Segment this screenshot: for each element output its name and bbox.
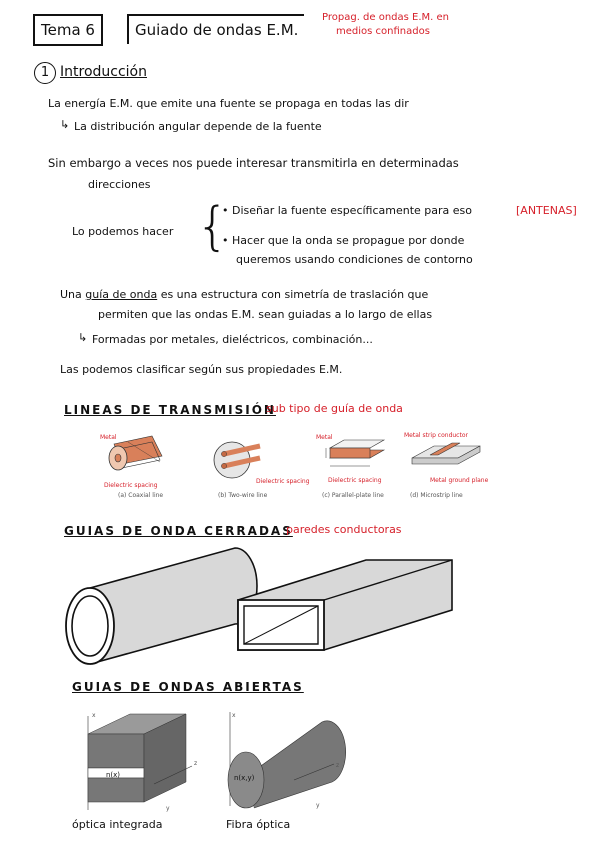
integrated-index-label: n(x) bbox=[106, 771, 121, 779]
fiber-axis-x: x bbox=[232, 712, 236, 719]
cerradas-note: paredes conductoras bbox=[286, 523, 402, 536]
abiertas-heading: GUIAS DE ONDAS ABIERTAS bbox=[72, 680, 304, 694]
microstrip-figure bbox=[408, 436, 488, 481]
coaxial-label-top: Metal bbox=[100, 434, 117, 441]
intro-p2a: Sin embargo a veces nos puede interesar transmitirla en determinadas bbox=[48, 156, 459, 170]
antenas-tag: [ANTENAS] bbox=[516, 204, 577, 217]
tema-label: Tema 6 bbox=[41, 21, 95, 39]
intro-opt2a: • Hacer que la onda se propague por donde bbox=[222, 234, 465, 247]
tema-box bbox=[33, 14, 103, 46]
section-number bbox=[34, 62, 56, 84]
parallel-plate-label-top: Metal bbox=[316, 434, 333, 441]
title-box bbox=[127, 14, 304, 44]
fiber-axis-y: y bbox=[316, 802, 320, 809]
parallel-plate-label-bottom: Dielectric spacing bbox=[328, 477, 382, 484]
intro-opt2b: queremos usando condiciones de contorno bbox=[236, 253, 473, 266]
coaxial-label-bottom: Dielectric spacing bbox=[104, 482, 158, 489]
cerradas-heading: GUIAS DE ONDA CERRADAS bbox=[64, 524, 293, 538]
intro-p3a bbox=[60, 288, 428, 301]
integrated-optics-caption: óptica integrada bbox=[72, 818, 163, 831]
intro-p1: La energía E.M. que emite una fuente se propaga en todas las dir bbox=[48, 97, 409, 110]
fiber-axis-z: z bbox=[336, 762, 340, 769]
intro-p3a-post: es una estructura con simetría de traslación que bbox=[160, 288, 429, 301]
optical-fiber-caption: Fibra óptica bbox=[226, 818, 291, 831]
microstrip-label-top: Metal strip conductor bbox=[404, 432, 468, 439]
section-number-text: 1 bbox=[40, 65, 50, 80]
microstrip-caption: (d) Microstrip line bbox=[410, 492, 463, 499]
arrow-icon: ↳ bbox=[60, 118, 70, 131]
coaxial-line-figure bbox=[100, 434, 170, 484]
intro-p2b: direcciones bbox=[88, 178, 151, 191]
optical-fiber-figure bbox=[224, 710, 354, 810]
header-note-2: medios confinados bbox=[336, 26, 430, 37]
intro-p1b: La distribución angular depende de la fuente bbox=[74, 120, 322, 133]
intro-p3a-pre: Una bbox=[60, 288, 82, 301]
coaxial-caption: (a) Coaxial line bbox=[118, 492, 164, 499]
brace-icon: { bbox=[196, 197, 230, 257]
guia-term: guía de onda bbox=[85, 288, 158, 301]
page-title: Guiado de ondas E.M. bbox=[135, 21, 299, 39]
intro-p4: Las podemos clasificar según sus propiedades E.M. bbox=[60, 363, 343, 376]
intro-heading: Introducción bbox=[60, 64, 147, 80]
microstrip-label-bottom: Metal ground plane bbox=[430, 477, 489, 484]
intro-p3b: permiten que las ondas E.M. sean guiadas a lo largo de ellas bbox=[98, 308, 433, 321]
intro-opt1: • Diseñar la fuente específicamente para eso bbox=[222, 204, 473, 217]
integrated-axis-x: x bbox=[92, 712, 96, 719]
two-wire-caption: (b) Two-wire line bbox=[218, 492, 268, 499]
transmision-note: sub tipo de guía de onda bbox=[266, 402, 403, 415]
fiber-index-label: n(x,y) bbox=[234, 774, 255, 782]
two-wire-label-bottom: Dielectric spacing bbox=[256, 478, 310, 485]
parallel-plate-caption: (c) Parallel-plate line bbox=[322, 492, 384, 499]
arrow-icon-2: ↳ bbox=[78, 331, 88, 344]
rectangular-waveguide-figure bbox=[234, 550, 474, 660]
parallel-plate-figure bbox=[322, 436, 392, 481]
intro-lead: Lo podemos hacer bbox=[72, 225, 174, 238]
integrated-optics-figure bbox=[74, 714, 204, 814]
integrated-axis-y: y bbox=[166, 805, 170, 812]
intro-p3c: Formadas por metales, dieléctricos, combinación... bbox=[92, 333, 373, 346]
integrated-axis-z: z bbox=[194, 760, 198, 767]
header-note-1: Propag. de ondas E.M. en bbox=[322, 12, 450, 23]
transmision-heading: LINEAS DE TRANSMISIÓN bbox=[64, 403, 276, 417]
